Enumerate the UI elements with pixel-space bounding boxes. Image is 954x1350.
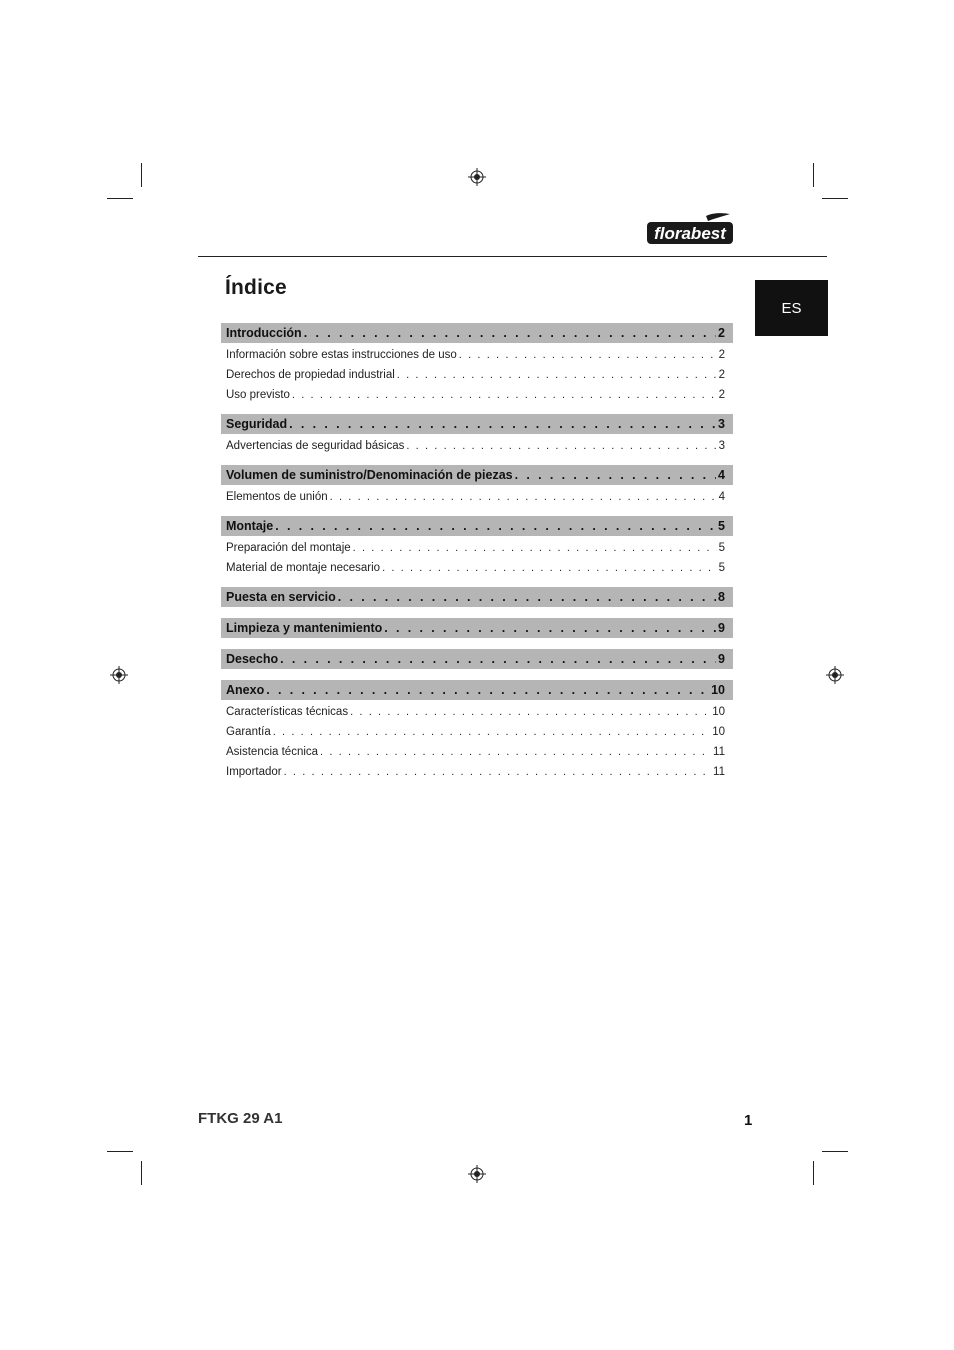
toc-section-page: 2 [718, 326, 725, 340]
toc-entry-title: Elementos de unión [226, 491, 328, 503]
toc-entry-page: 5 [718, 542, 725, 554]
dot-leader [280, 652, 716, 666]
dot-leader [459, 349, 717, 361]
dot-leader [382, 562, 717, 574]
crop-mark [107, 1151, 133, 1152]
toc-entry-title: Información sobre estas instrucciones de uso [226, 349, 457, 361]
toc-section-page: 9 [718, 621, 725, 635]
toc-section[interactable] [221, 587, 733, 607]
toc-entry[interactable] [221, 762, 733, 782]
toc-entry[interactable] [221, 702, 733, 722]
page-title: Índice [225, 276, 287, 299]
dot-leader [289, 417, 716, 431]
toc-entry[interactable] [221, 487, 733, 507]
toc-entry[interactable] [221, 558, 733, 578]
toc-section[interactable] [221, 465, 733, 485]
crop-mark [813, 1161, 814, 1185]
toc-section-page: 8 [718, 590, 725, 604]
florabest-logo [646, 212, 734, 246]
toc-entry-list [221, 700, 733, 791]
toc-entry-page: 11 [713, 746, 725, 758]
language-tab: ES [755, 280, 828, 336]
toc-section-page: 4 [718, 468, 725, 482]
toc-entry-list [221, 343, 733, 414]
toc-entry-list [221, 536, 733, 587]
toc-entry-title: Importador [226, 766, 282, 778]
dot-leader [266, 683, 709, 697]
toc-entry-page: 3 [718, 440, 725, 452]
toc-entry-page: 2 [718, 389, 725, 401]
dot-leader [353, 542, 717, 554]
toc-spacer [221, 638, 733, 649]
dot-leader [338, 590, 716, 604]
registration-mark-icon [110, 666, 128, 684]
toc-entry-title: Características técnicas [226, 706, 349, 718]
toc-entry-page: 2 [718, 369, 725, 381]
dot-leader [384, 621, 716, 635]
toc-entry-page: 4 [718, 491, 725, 503]
dot-leader [273, 726, 710, 738]
toc-section-page: 10 [711, 683, 725, 697]
crop-mark [107, 198, 133, 199]
toc-section-title: Montaje [226, 519, 274, 533]
registration-mark-icon [826, 666, 844, 684]
header-rule [198, 256, 827, 257]
crop-mark [822, 198, 848, 199]
dot-leader [330, 491, 717, 503]
crop-mark [141, 163, 142, 187]
toc-section[interactable] [221, 680, 733, 700]
registration-mark-icon [468, 1165, 486, 1183]
toc-entry-page: 5 [718, 562, 725, 574]
dot-leader [284, 766, 711, 778]
toc-entry-title: Advertencias de seguridad básicas [226, 440, 405, 452]
page-number: 1 [744, 1112, 753, 1129]
crop-mark [822, 1151, 848, 1152]
toc-entry-title: Preparación del montaje [226, 542, 351, 554]
table-of-contents [221, 323, 733, 791]
toc-section-title: Puesta en servicio [226, 590, 336, 604]
toc-spacer [221, 669, 733, 680]
toc-section-page: 9 [718, 652, 725, 666]
toc-entry-page: 10 [712, 706, 725, 718]
toc-entry[interactable] [221, 538, 733, 558]
toc-entry-title: Material de montaje necesario [226, 562, 381, 574]
toc-section[interactable] [221, 618, 733, 638]
model-number: FTKG 29 A1 [198, 1110, 283, 1127]
toc-section-title: Seguridad [226, 417, 288, 431]
dot-leader [275, 519, 716, 533]
dot-leader [320, 746, 711, 758]
toc-section-title: Volumen de suministro/Denominación de piezas [226, 468, 513, 482]
dot-leader [292, 389, 717, 401]
toc-entry-title: Asistencia técnica [226, 746, 319, 758]
toc-section-title: Introducción [226, 326, 302, 340]
toc-section[interactable] [221, 649, 733, 669]
toc-entry[interactable] [221, 742, 733, 762]
toc-section[interactable] [221, 323, 733, 343]
toc-section-page: 3 [718, 417, 725, 431]
toc-entry[interactable] [221, 436, 733, 456]
crop-mark [813, 163, 814, 187]
toc-section[interactable] [221, 414, 733, 434]
dot-leader [304, 326, 716, 340]
toc-entry[interactable] [221, 385, 733, 405]
toc-entry-list [221, 434, 733, 465]
crop-mark [141, 1161, 142, 1185]
toc-entry[interactable] [221, 722, 733, 742]
dot-leader [406, 440, 716, 452]
toc-entry-list [221, 485, 733, 516]
registration-mark-icon [468, 168, 486, 186]
toc-section-title: Desecho [226, 652, 279, 666]
toc-section-title: Anexo [226, 683, 265, 697]
dot-leader [397, 369, 717, 381]
toc-entry-page: 10 [712, 726, 725, 738]
toc-entry-page: 2 [718, 349, 725, 361]
dot-leader [515, 468, 716, 482]
toc-entry-page: 11 [713, 766, 725, 778]
toc-entry[interactable] [221, 345, 733, 365]
toc-section-title: Limpieza y mantenimiento [226, 621, 383, 635]
toc-entry-title: Derechos de propiedad industrial [226, 369, 395, 381]
toc-entry[interactable] [221, 365, 733, 385]
logo-text: florabest [654, 224, 726, 243]
toc-entry-title: Garantía [226, 726, 271, 738]
dot-leader [350, 706, 710, 718]
toc-section-page: 5 [718, 519, 725, 533]
toc-spacer [221, 607, 733, 618]
toc-entry-title: Uso previsto [226, 389, 290, 401]
toc-section[interactable] [221, 516, 733, 536]
